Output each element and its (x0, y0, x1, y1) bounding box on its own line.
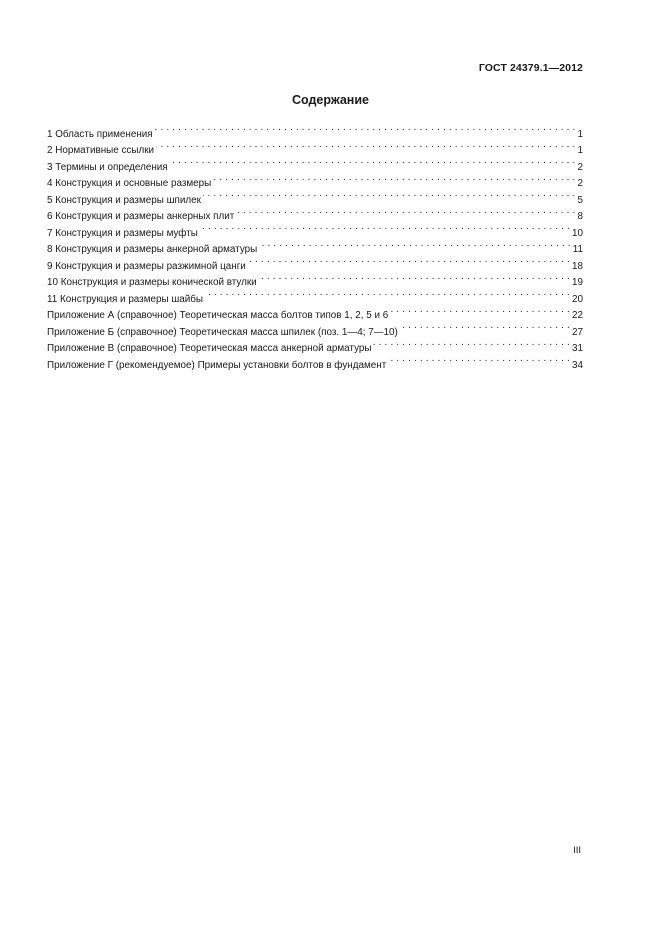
toc-leader-dots (259, 236, 571, 253)
toc-entry-text: 4 Конструкция и основные размеры (47, 178, 212, 189)
toc-leader-dots (373, 335, 570, 352)
toc-entry-text: 6 Конструкция и размеры анкерных плит (47, 211, 235, 222)
toc-leader-dots (200, 219, 570, 236)
table-of-contents (47, 120, 583, 371)
toc-entry-text: 1 Область применения (47, 128, 153, 140)
toc-entry-page: 22 (572, 310, 583, 321)
toc-entry-text: 5 Конструкция и размеры шпилек (47, 194, 201, 206)
toc-leader-dots (213, 170, 575, 187)
toc-entry-text: 8 Конструкция и размеры анкерной арматуры (47, 244, 258, 255)
document-code: ГОСТ 24379.1—2012 (478, 62, 583, 74)
toc-entry-text: 7 Конструкция и размеры муфты (47, 227, 198, 239)
toc-leader-dots (236, 203, 575, 220)
toc-entry-page: 34 (572, 359, 583, 371)
toc-entry-text: Приложение В (справочное) Теоретическая масса анкерной арматуры (47, 343, 372, 354)
toc-title: Содержание (291, 93, 369, 107)
toc-leader-dots (170, 153, 576, 170)
toc-entry-page: 5 (577, 194, 583, 206)
toc-entry-text: Приложение Г (рекомендуемое) Примеры установки болтов в фундамент (47, 359, 387, 371)
toc-leader-dots (390, 302, 570, 319)
toc-entry-page: 1 (577, 145, 583, 156)
toc-leader-dots (388, 351, 570, 368)
toc-entry[interactable] (47, 120, 583, 140)
toc-leader-dots (248, 252, 570, 269)
toc-entry-text: 10 Конструкция и размеры конической втулки (47, 277, 257, 288)
toc-entry-page: 8 (577, 211, 583, 222)
toc-entry-page: 11 (572, 244, 583, 255)
toc-entry-text: 3 Термины и определения (47, 161, 168, 173)
toc-leader-dots (400, 318, 570, 335)
toc-entry-page: 2 (577, 178, 583, 189)
toc-leader-dots (203, 186, 576, 203)
toc-entry-page: 27 (572, 326, 583, 338)
toc-entry-text: Приложение Б (справочное) Теоретическая масса шпилек (поз. 1—4; 7—10) (47, 326, 398, 338)
toc-leader-dots (155, 120, 576, 137)
toc-entry-page: 10 (572, 227, 583, 239)
toc-entry-page: 1 (577, 128, 583, 140)
toc-leader-dots (156, 137, 575, 154)
toc-entry-page: 19 (572, 277, 583, 288)
toc-entry-page: 20 (572, 293, 583, 305)
toc-entry-text: 11 Конструкция и размеры шайбы (47, 293, 204, 305)
toc-entry-text: 2 Нормативные ссылки (47, 145, 155, 156)
toc-entry-page: 2 (577, 161, 583, 173)
toc-entry-text: Приложение А (справочное) Теоретическая масса болтов типов 1, 2, 5 и 6 (47, 310, 389, 321)
toc-entry-page: 18 (572, 260, 583, 272)
toc-leader-dots (259, 269, 570, 286)
toc-entry-page: 31 (572, 343, 583, 354)
page-number: III (573, 845, 581, 856)
toc-leader-dots (205, 285, 570, 302)
toc-entry-text: 9 Конструкция и размеры разжимной цанги (47, 260, 246, 272)
